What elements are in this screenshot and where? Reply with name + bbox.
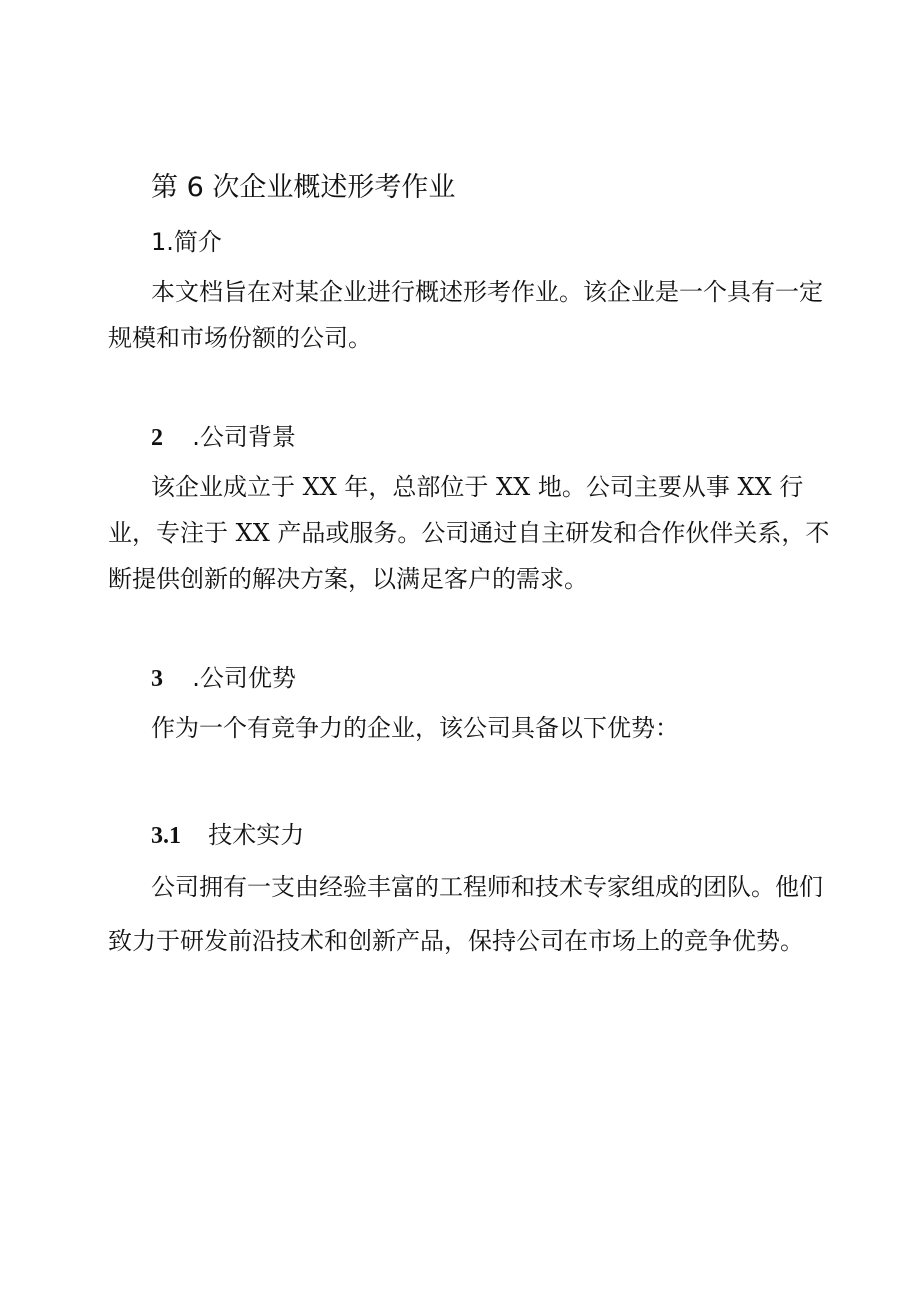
section-heading-text: .公司优势	[192, 664, 296, 692]
section-heading-number: 3.1	[151, 823, 181, 849]
tech-paragraph-line-2: 致力于研发前沿技术和创新产品，保持公司在市场上的竞争优势。	[108, 927, 804, 955]
intro-paragraph-line-2: 规模和市场份额的公司。	[108, 324, 372, 352]
background-paragraph-line-1: 该企业成立于 XX 年，总部位于 XX 地。公司主要从事 XX 行	[151, 473, 804, 501]
advantages-paragraph-line-1: 作为一个有竞争力的企业，该公司具备以下优势：	[151, 714, 679, 742]
document-title: 第 6 次企业概述形考作业	[151, 172, 456, 203]
section-heading-tech-strength	[151, 823, 304, 848]
section-heading-number: 3	[151, 666, 163, 692]
tech-paragraph-line-1: 公司拥有一支由经验丰富的工程师和技术专家组成的团队。他们	[151, 873, 823, 901]
background-paragraph-line-3: 断提供创新的解决方案，以满足客户的需求。	[108, 565, 588, 593]
section-heading-intro: 1.简介	[151, 228, 222, 256]
section-heading-text: 技术实力	[208, 821, 305, 849]
section-heading-advantages	[151, 666, 296, 691]
section-heading-background	[151, 425, 296, 450]
background-paragraph-line-2: 业，专注于 XX 产品或服务。公司通过自主研发和合作伙伴关系，不	[108, 519, 830, 547]
section-heading-text: .公司背景	[192, 423, 296, 451]
intro-paragraph-line-1: 本文档旨在对某企业进行概述形考作业。该企业是一个具有一定	[151, 278, 823, 306]
section-heading-number: 2	[151, 425, 163, 451]
